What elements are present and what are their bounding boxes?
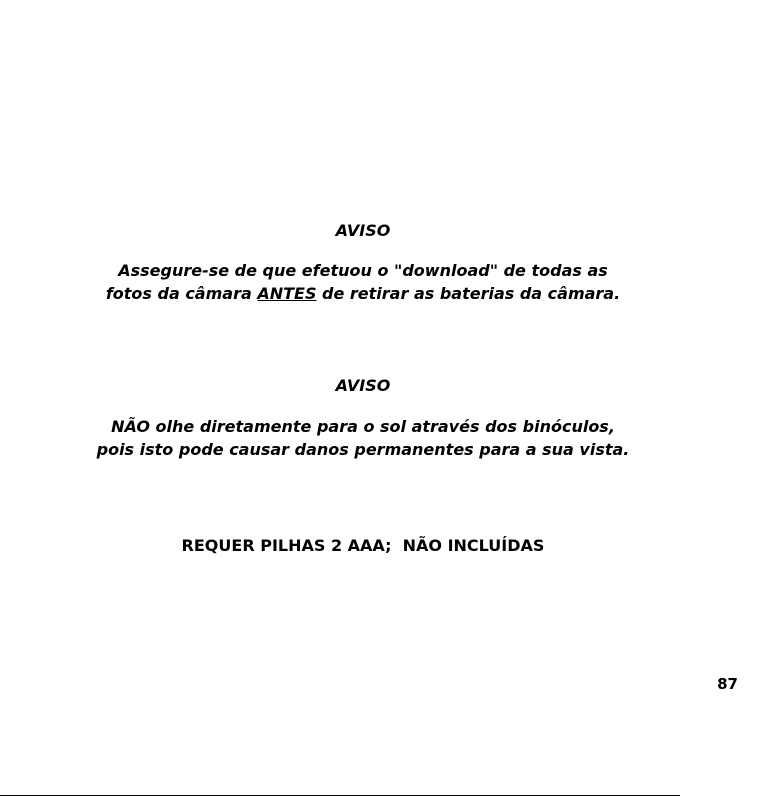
page-number: 87 bbox=[717, 675, 738, 693]
warning-2-line-2: pois isto pode causar danos permanentes para a sua vista. bbox=[96, 440, 630, 459]
warning-1-line-1: Assegure-se de que efetuou o "download" de todas as bbox=[118, 261, 608, 280]
warning-1-line-2-before: fotos da câmara bbox=[105, 284, 258, 303]
warning-2-text bbox=[0, 415, 726, 461]
warning-1-line-2-after: de retirar as baterias da câmara. bbox=[316, 284, 621, 303]
warning-1-line-2 bbox=[0, 282, 726, 305]
warning-2-line-1: NÃO olhe diretamente para o sol através dos binóculos, bbox=[111, 417, 615, 436]
battery-requirement: REQUER PILHAS 2 AAA; NÃO INCLUÍDAS bbox=[181, 536, 545, 555]
warning-2-title: AVISO bbox=[335, 376, 391, 395]
warning-1-title: AVISO bbox=[335, 221, 391, 240]
warning-1-text bbox=[0, 259, 726, 305]
warning-1-emphasis: ANTES bbox=[257, 284, 317, 303]
